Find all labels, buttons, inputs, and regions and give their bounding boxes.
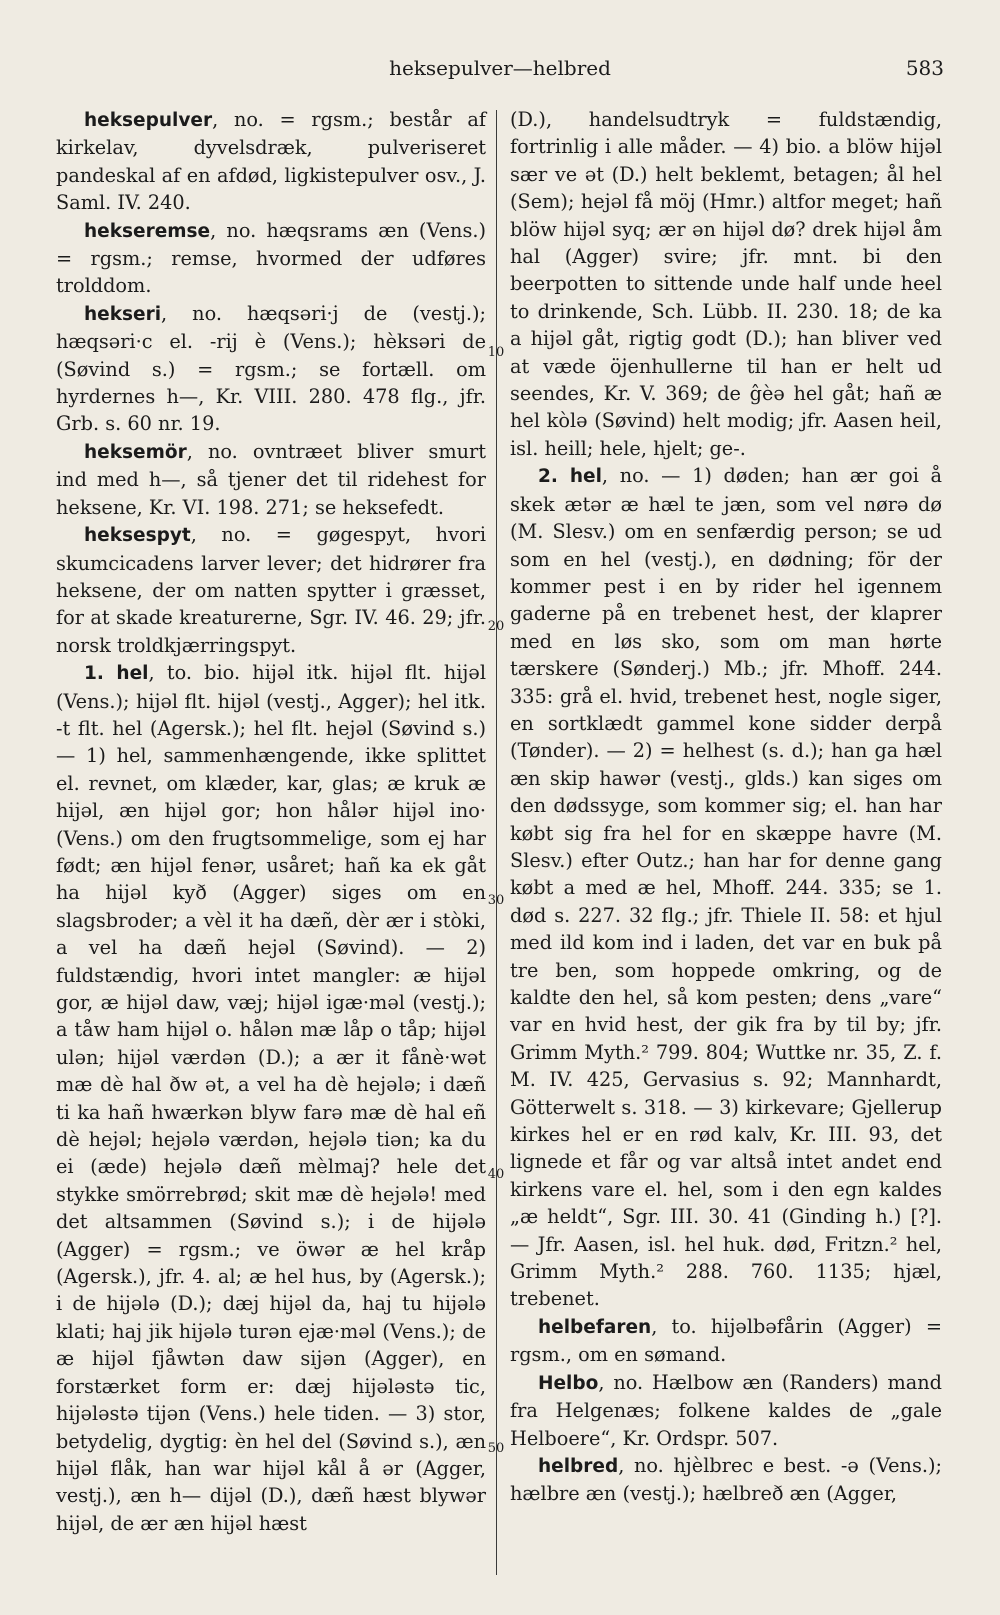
- entry-helbo: Helbo, no. Hælbow æn (Randers) mand fra Helgenæs; folkene kaldes de „gale Helboere“, Kr. Ordspr. 507.: [510, 1370, 942, 1450]
- entry-heksespyt: heksespyt, no. = gøgespyt, hvori skumcicadens larver lever; det hidrører fra heksene, der om natten spytter i græsset, for at skade kreaturerne, Sgr. IV. 46. 29; jfr. norsk troldkjærringspyt.: [56, 523, 486, 657]
- headword: heksemör: [84, 441, 187, 463]
- headword: hekseremse: [84, 220, 211, 242]
- headword: heksepulver: [84, 110, 213, 131]
- headword: heksespyt: [84, 525, 191, 547]
- line-number: 20: [487, 619, 505, 634]
- entry-helbred: helbred, no. hjèlbrec e best. -ə (Vens.); hælbre æn (vestj.); hælbreð æn (Agger,: [510, 1453, 942, 1506]
- headword: 1. hel: [84, 663, 149, 685]
- headword: 2. hel: [538, 466, 602, 488]
- running-title: heksepulver—helbred: [389, 56, 611, 80]
- headword: helbred: [538, 1455, 619, 1477]
- entry-heksemor: heksemör, no. ovntræet bliver smurt ind med h—, så tjener det til ridehest for heksene, Kr. VI. 198. 271; se heksefedt.: [56, 439, 486, 519]
- headword: helbefaren: [538, 1316, 652, 1338]
- line-number: 10: [487, 345, 505, 360]
- entry-hekseri: hekseri, no. hæqsəri·j de (vestj.); hæqsəri·c el. -rij è (Vens.); hèksəri de (Søvind s.) = rgsm.; se fortæll. om hyrdernes h—, Kr. VIII. 280. 478 flg., jfr. Grb. s. 60 nr. 19.: [56, 301, 486, 436]
- line-number: 30: [487, 893, 505, 908]
- line-number: 50: [487, 1441, 505, 1456]
- running-header: [0, 56, 1000, 86]
- entry-hel-1-continued: (D.), handelsudtryk = fuldstændig, fortrinlig i alle måder. — 4) bio. a blöw hijəl sær ve ət (D.) helt beklemt, betagen; ål hel (Sem); hejəl få möj (Hmr.) altfor meget; hañ blöw hijəl syq; ær ən hijəl dø? drek hijəl åm hal (Agger) svire; jfr. mnt. bi den beerpotten to sittende unde half unde heel to drinkende, Sch. Lübb. II. 230. 18; de ka a hijəl gåt, rigtig godt (D.); han bliver ved at væde öjenhullerne til han er helt ud seendes, Kr. V. 369; de ĝèə hel gåt; hañ æ hel kòlə (Søvind) helt modig; jfr. Aasen heil, isl. heill; hele, hjelt; ge-.: [510, 108, 942, 460]
- entry-hekseremse: hekseremse, no. hæqsrams æn (Vens.) = rgsm.; remse, hvormed der udføres trolddom.: [56, 218, 486, 298]
- page-number: 583: [905, 56, 944, 80]
- entry-heksepulver: heksepulver, no. = rgsm.; består af kirkelav, dyvelsdræk, pulveriseret pandeskal af en afdød, ligkistepulver osv., J. Saml. IV. 240.: [56, 108, 486, 215]
- entry-hel-2: 2. hel, no. — 1) døden; han ær goi å skek ætər æ hæl te jæn, som vel nørə dø (M. Slesv.) om en senfærdig person; se ud som en hel (vestj.), en dødning; för der kommer pest i en by rider hel igennem gaderne på en trebenet hest, der klaprer med en løs sko, som om man hørte tærskere (Sønderj.) Mb.; jfr. Mhoff. 244. 335: grå el. hvid, trebenet hest, nogle siger, en sortklædt gammel kone sidder derpå (Tønder). — 2) = helhest (s. d.); han ga hæl æn skip hawər (vestj., glds.) kan siges om den dødssyge, som kommer sig; el. han har købt sig fra hel for en skæppe havre (M. Slesv.) efter Outz.; han har for denne gang købt a med æ hel, Mhoff. 244. 335; se 1. død s. 227. 32 flg.; jfr. Thiele II. 58: et hjul med ild kom ind i laden, det var en buk på tre ben, som hoppede omkring, og de kaldte den hel, så kom pesten; dens „vare“ var en hvid hest, der gik fra by til by; jfr. Grimm Myth.² 799. 804; Wuttke nr. 35, Z. f. M. IV. 425, Gervasius s. 92; Mannhardt, Götterwelt s. 318. — 3) kirkevare; Gjellerup kirkes hel er en rød kalv, Kr. III. 93, det lignede et får og var altså intet andet end kirkens vare el. hel, som i den egn kaldes „æ heldt“, Sgr. III. 30. 41 (Ginding h.) [?]. — Jfr. Aasen, isl. hel huk. død, Fritzn.² hel, Grimm Myth.² 288. 760. 1135; hjæl, trebenet.: [510, 464, 942, 1311]
- entry-hel-1: 1. hel, to. bio. hijəl itk. hijəl flt. hijəl (Vens.); hijəl flt. hijəl (vestj., Agger); hel itk. -t flt. hel (Agersk.); hel flt. hejəl (Søvind s.) — 1) hel, sammenhængende, ikke splittet el. revnet, om klæder, kar, glas; æ kruk æ hijəl, æn hijəl gor; hon hålər hijəl ino· (Vens.) om den frugtsommelige, som ej har født; æn hijəl fenər, usåret; hañ ka ek gåt ha hijəl kyð (Agger) siges om en slagsbroder; a vèl it ha dæñ, dèr ær i stòki, a vel ha dæñ hejəl (Søvind). — 2) fuldstændig, hvori intet mangler: æ hijəl gor, æ hijəl daw, væj; hijəl igæ·məl (vestj.); a tåw ham hijəl o. hålən mæ låp o tåp; hijəl ulən; hijəl værdən (D.); a ær it fånè·wət mæ dè hal ðw ət, a vel ha dè hejələ; i dæñ ti ka hañ hwærkən blyw farə mæ dè hal eñ dè hejəl; hejələ værdən, hejələ tiən; ka du ei (æde) hejələ dæñ mèlmaj? hele det stykke smörrebrød; skit mæ dè hejələ! med det altsammen (Søvind s.); i de hijələ (Agger) = rgsm.; ve öwər æ hel kråp (Agersk.), jfr. 4. al; æ hel hus, by (Agersk.); i de hijələ (D.); dæj hijəl da, haj tu hijələ klati; haj jik hijələ turən ejæ·məl (Vens.); de æ hijəl fjåwtən daw sijən (Agger), en forstærket form er: dæj hijələstə tic, hijələstə tijən (Vens.) hele tiden. — 3) stor, betydelig, dygtig: èn hel del (Søvind s.), æn hijəl flåk, han war hijəl kål å ər (Agger, vestj.), æn h— dijəl (D.), dæñ hæst blywər hijəl, de ær æn hijəl hæst: [56, 661, 486, 1535]
- headword: hekseri: [84, 303, 162, 325]
- line-number: 40: [487, 1167, 505, 1182]
- left-column: [56, 106, 486, 1537]
- entry-helbefaren: helbefaren, to. hijəlbəfårin (Agger) = rgsm., om en sømand.: [510, 1314, 942, 1367]
- headword: Helbo: [538, 1372, 599, 1394]
- column-divider: [496, 110, 497, 1575]
- right-column: [510, 106, 942, 1508]
